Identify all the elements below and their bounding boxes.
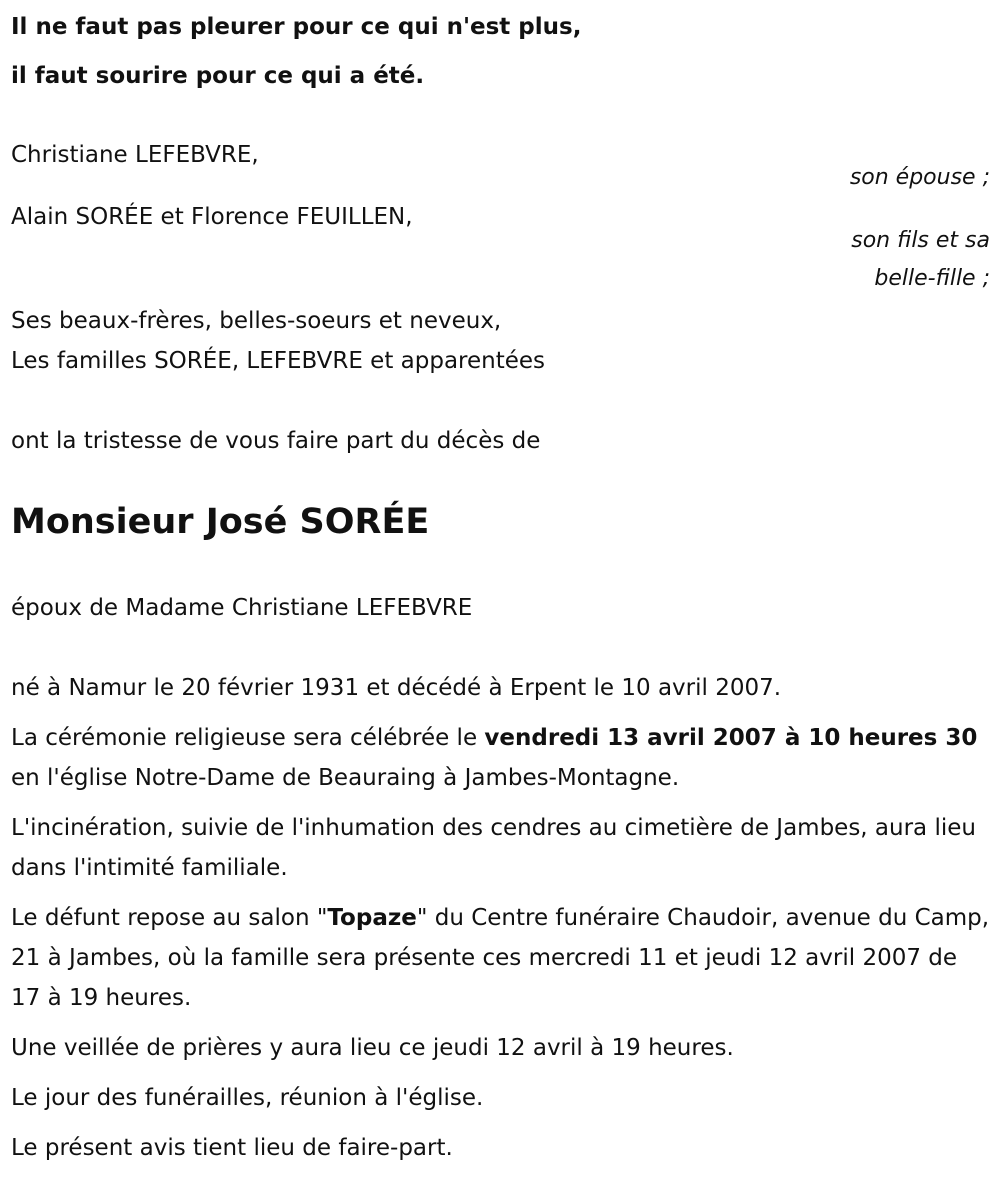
other-relatives [11, 301, 545, 381]
son-names: Alain SORÉE et Florence FEUILLEN, [11, 204, 413, 230]
resting-intro: Le défunt repose au salon " [11, 905, 328, 931]
funeral-details [11, 668, 991, 1178]
son-relation-line-2: belle-fille ; [874, 266, 990, 291]
announcement: ont la tristesse de vous faire part du décès de [11, 428, 541, 454]
spouse-relation: son épouse ; [849, 165, 990, 190]
epigraph-line-2: il faut sourire pour ce qui a été. [11, 63, 425, 89]
resting-info: " du Centre funéraire Chaudoir, avenue du Camp, 21 à Jambes, où la famille sera présente ces mercredi 11 et jeudi 12 avril 2007 de 17 à 19 heures. [11, 905, 990, 1011]
ceremony-location: en l'église Notre-Dame de Beauraing à Jambes-Montagne. [11, 765, 680, 791]
epigraph-line-1: Il ne faut pas pleurer pour ce qui n'est plus, [11, 14, 582, 40]
vigil: Une veillée de prières y aura lieu ce jeudi 12 avril à 19 heures. [11, 1035, 734, 1061]
funeral-day: Le jour des funérailles, réunion à l'église. [11, 1085, 484, 1111]
notice: Le présent avis tient lieu de faire-part. [11, 1135, 453, 1161]
other-relatives-line-1: Ses beaux-frères, belles-soeurs et neveux, [11, 308, 502, 334]
deceased-name: Monsieur José SORÉE [11, 502, 430, 542]
birth-death: né à Namur le 20 février 1931 et décédé à Erpent le 10 avril 2007. [11, 675, 782, 701]
son-relation [851, 222, 990, 298]
salon-name: Topaze [327, 905, 417, 931]
ceremony [11, 718, 991, 798]
spouse-of: époux de Madame Christiane LEFEBVRE [11, 595, 473, 621]
epigraph [11, 3, 581, 101]
other-relatives-line-2: Les familles SORÉE, LEFEBVRE et apparentées [11, 348, 546, 374]
ceremony-intro: La cérémonie religieuse sera célébrée le [11, 725, 485, 751]
resting-place [11, 898, 991, 1018]
ceremony-date: vendredi 13 avril 2007 à 10 heures 30 [484, 725, 978, 751]
cremation: L'incinération, suivie de l'inhumation des cendres au cimetière de Jambes, aura lieu dans l'intimité familiale. [11, 815, 976, 881]
son-relation-line-1: son fils et sa [851, 228, 990, 253]
spouse-name: Christiane LEFEBVRE, [11, 142, 259, 168]
